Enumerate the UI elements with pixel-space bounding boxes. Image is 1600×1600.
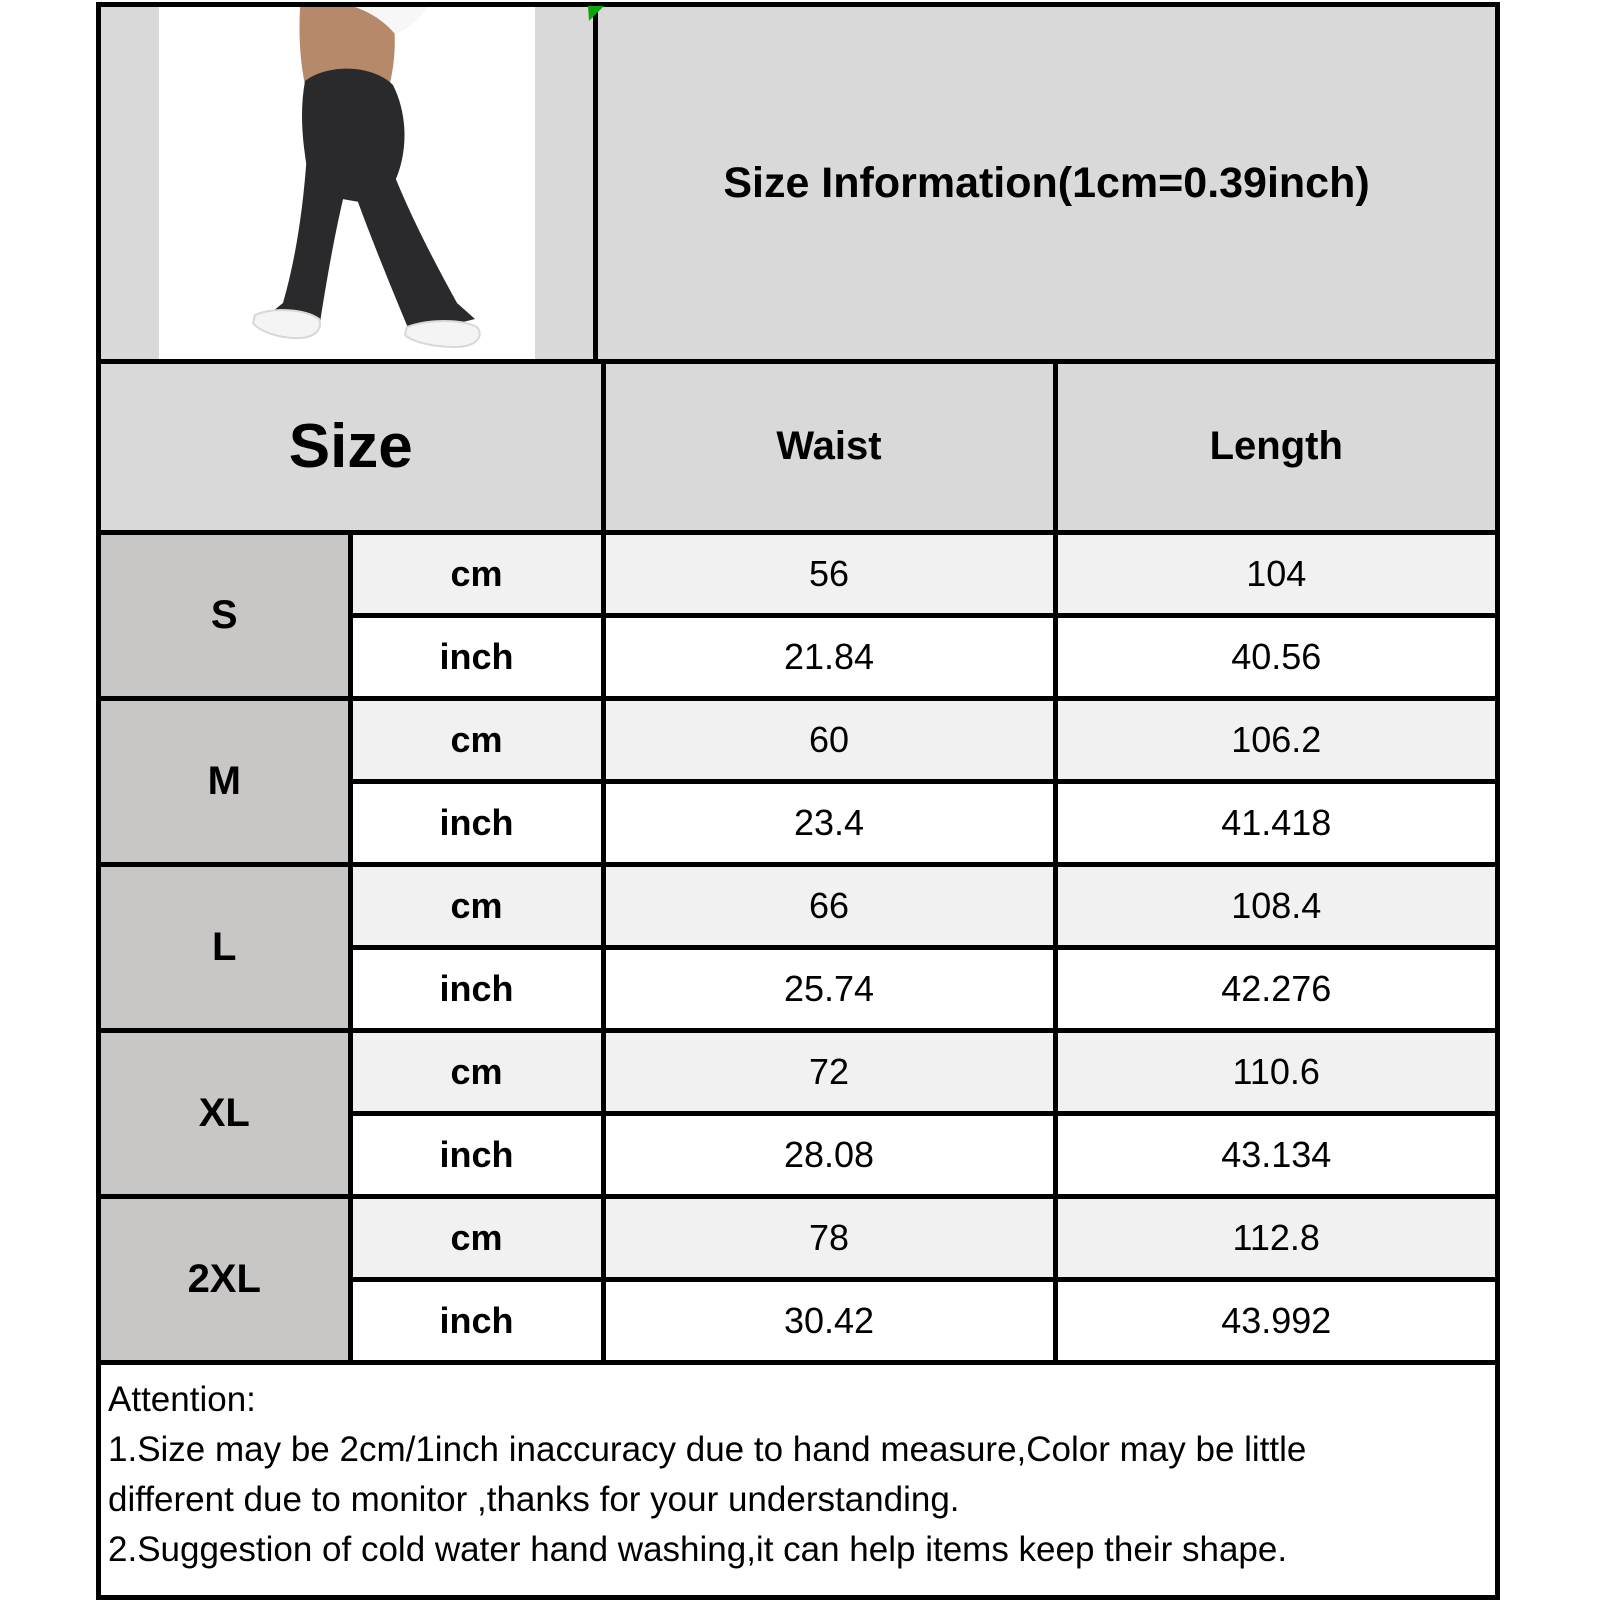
length-value: 106.2 [1055,698,1495,781]
unit-cell-cm: cm [350,1196,603,1279]
waist-value: 72 [603,1030,1055,1113]
size-label-m: M [101,698,350,864]
column-header-length: Length [1055,364,1495,532]
top-row [101,7,1495,364]
note-line-1-cont: different due to monitor ,thanks for your understanding. [108,1479,960,1519]
column-header-size: Size [101,364,603,532]
size-table [101,364,1495,1365]
length-value: 40.56 [1055,615,1495,698]
unit-cell-cm: cm [350,864,603,947]
unit-cell-inch: inch [350,1113,603,1196]
waist-value: 28.08 [603,1113,1055,1196]
waist-value: 25.74 [603,947,1055,1030]
title-cell [598,7,1495,359]
size-label-2xl: 2XL [101,1196,350,1362]
size-label-xl: XL [101,1030,350,1196]
length-value: 43.134 [1055,1113,1495,1196]
unit-cell-inch: inch [350,781,603,864]
table-row [101,864,1495,947]
length-value: 42.276 [1055,947,1495,1030]
waist-value: 78 [603,1196,1055,1279]
photo-right-gutter [535,7,593,359]
unit-cell-cm: cm [350,532,603,615]
waist-value: 23.4 [603,781,1055,864]
product-photo [159,7,535,359]
column-header-waist: Waist [603,364,1055,532]
unit-cell-cm: cm [350,1030,603,1113]
size-chart-sheet [96,2,1500,1600]
attention-notes [101,1365,1495,1596]
unit-cell-inch: inch [350,947,603,1030]
table-row [101,1196,1495,1279]
table-row [101,532,1495,615]
length-value: 110.6 [1055,1030,1495,1113]
length-value: 108.4 [1055,864,1495,947]
table-row [101,1030,1495,1113]
note-line-2: 2.Suggestion of cold water hand washing,it can help items keep their shape. [108,1529,1288,1569]
unit-cell-inch: inch [350,615,603,698]
unit-cell-inch: inch [350,1279,603,1362]
table-row [101,698,1495,781]
length-value: 104 [1055,532,1495,615]
page-title: Size Information(1cm=0.39inch) [723,158,1370,207]
size-label-l: L [101,864,350,1030]
photo-left-gutter [101,7,159,359]
unit-cell-cm: cm [350,698,603,781]
green-corner-marker-icon [588,6,604,21]
length-value: 41.418 [1055,781,1495,864]
product-photo-cell [101,7,598,359]
waist-value: 21.84 [603,615,1055,698]
waist-value: 60 [603,698,1055,781]
length-value: 112.8 [1055,1196,1495,1279]
attention-heading: Attention: [108,1379,256,1419]
size-label-s: S [101,532,350,698]
length-value: 43.992 [1055,1279,1495,1362]
waist-value: 66 [603,864,1055,947]
flare-pants-illustration [159,7,535,359]
note-line-1: 1.Size may be 2cm/1inch inaccuracy due to hand measure,Color may be little [108,1429,1307,1469]
table-header-row [101,364,1495,532]
waist-value: 30.42 [603,1279,1055,1362]
waist-value: 56 [603,532,1055,615]
